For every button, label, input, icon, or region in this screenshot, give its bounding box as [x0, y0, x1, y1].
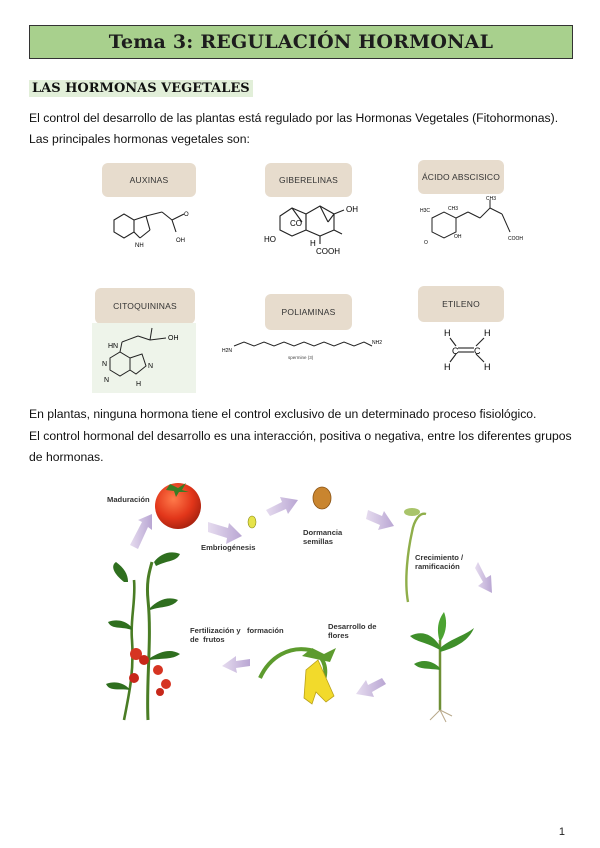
hormone-card-acido-abscisico: ÁCIDO ABSCISICO [418, 160, 504, 194]
label-fertilizacion-2: de frutos [190, 635, 225, 644]
label-crecimiento-1: Crecimiento / [415, 553, 464, 562]
polyamine-caption: spermine (3) [288, 355, 314, 360]
aba-cooh-label: COOH [508, 236, 523, 242]
ethylene-h-label-3: H [444, 362, 451, 372]
young-plant-icon [410, 612, 474, 722]
body-line-1: En plantas, ninguna hormona tiene el control exclusivo de un determinado proceso fisiológico. [29, 407, 537, 421]
polyamine-structure [222, 332, 390, 364]
ethylene-h-label-2: H [484, 328, 491, 338]
seed-icon [313, 487, 331, 509]
gibberellin-structure [262, 196, 362, 256]
tomato-fruit-icon [155, 483, 201, 529]
intro-line-1: El control del desarrollo de las plantas está regulado por las Hormonas Vegetales (Fitohormonas). [29, 111, 559, 125]
embryo-icon [248, 516, 256, 528]
ethylene-h-label-1: H [444, 328, 451, 338]
abscisic-acid-structure [418, 196, 530, 252]
hormone-card-auxinas: AUXINAS [102, 163, 196, 197]
gibberellin-co-label: CO [290, 219, 302, 228]
cytokinin-structure [96, 324, 196, 392]
aba-o-label: O [424, 240, 428, 246]
ethylene-structure [438, 324, 498, 374]
polyamine-nh2-label: NH2 [372, 340, 383, 346]
hormone-card-etileno: ETILENO [418, 286, 504, 322]
label-dormancia-2: semillas [303, 537, 333, 546]
cytokinin-hn-label: HN [108, 343, 119, 350]
label-maduracion: Maduración [107, 495, 150, 504]
label-desarrollo-1: Desarrollo de [328, 622, 377, 631]
cytokinin-h-label: H [136, 381, 142, 388]
intro-line-2: Las principales hormonas vegetales son: [29, 132, 250, 146]
body-line-2: El control hormonal del desarrollo es una interacción, positiva o negativa, entre los diferentes grupos [29, 429, 572, 443]
plant-life-cycle-diagram [90, 470, 510, 730]
page-title: Tema 3: REGULACIÓN HORMONAL [108, 31, 494, 53]
label-embriogenesis: Embriogénesis [201, 543, 256, 552]
label-fertilizacion-1: Fertilización y formación [190, 626, 284, 635]
hormone-card-giberelinas: GIBERELINAS [265, 163, 352, 197]
hormone-card-citoquininas: CITOQUININAS [95, 288, 195, 324]
fruiting-plant-icon [106, 552, 180, 720]
auxin-o-label: O [184, 212, 189, 218]
ethylene-c-label-1: C [452, 346, 459, 356]
auxin-nh-label: NH [135, 243, 144, 249]
cytokinin-oh-label: OH [168, 335, 179, 342]
title-banner [29, 25, 573, 59]
aba-ch3-label-1: CH3 [448, 206, 459, 212]
label-desarrollo-2: flores [328, 631, 349, 640]
ethylene-h-label-4: H [484, 362, 491, 372]
aba-oh-label: OH [454, 234, 462, 240]
gibberellin-oh-label: OH [346, 205, 358, 214]
auxin-structure [104, 200, 200, 254]
aba-ch3-label-2: CH3 [486, 196, 497, 202]
label-dormancia-1: Dormancia [303, 528, 343, 537]
cytokinin-n-label-2: N [104, 377, 110, 384]
gibberellin-cooh-label: COOH [316, 247, 340, 256]
gibberellin-h-label: H [310, 239, 316, 248]
label-crecimiento-2: ramificación [415, 562, 460, 571]
cytokinin-n-label-3: N [148, 363, 154, 370]
section-heading: LAS HORMONAS VEGETALES [29, 80, 253, 97]
gibberellin-ho-label: HO [264, 235, 276, 244]
cytokinin-n-label-1: N [102, 361, 108, 368]
polyamine-h2n-label: H2N [222, 348, 233, 354]
flower-icon [260, 648, 336, 704]
page-number: 1 [558, 826, 565, 838]
auxin-oh-label: OH [176, 238, 185, 244]
body-line-3: de hormonas. [29, 450, 104, 464]
hormone-card-poliaminas: POLIAMINAS [265, 294, 352, 330]
aba-h3c-label: H3C [420, 208, 431, 214]
ethylene-c-label-2: C [474, 346, 481, 356]
